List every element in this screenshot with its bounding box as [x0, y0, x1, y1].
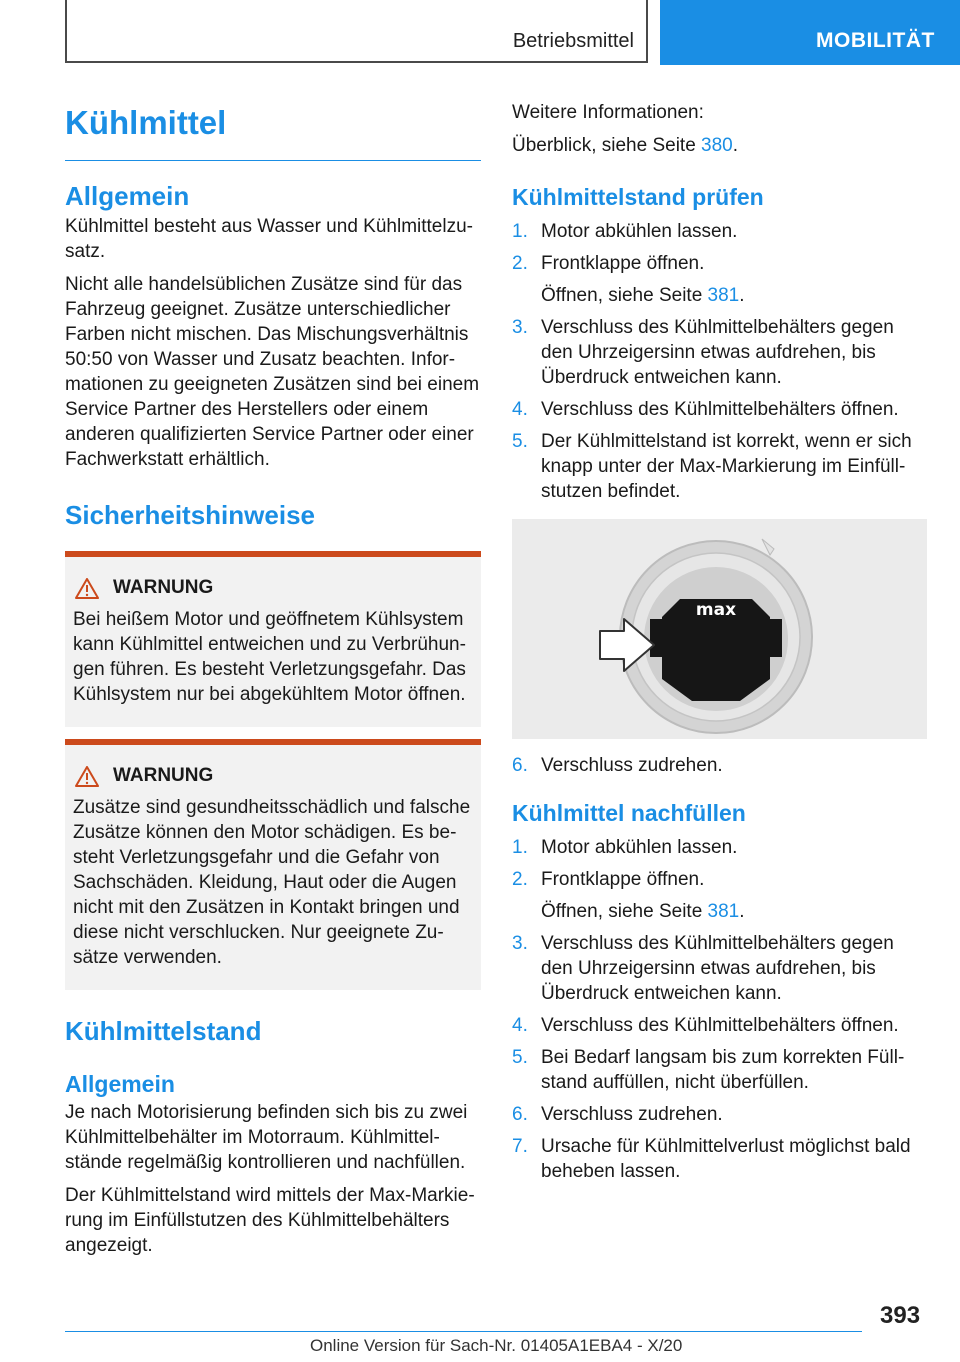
list-item: 3. Verschluss des Kühlmittelbehälters gegen den Uhrzeigersinn etwas aufdrehen, bis Überdruck entweichen kann.: [512, 317, 894, 388]
list-item: 5. Der Kühlmittelstand ist korrekt, wenn er sich knapp unter der Max-Markierung im Einfüllstutzen befindet.: [512, 431, 912, 502]
left-column: [65, 100, 481, 1258]
warning-triangle-icon: [75, 766, 99, 787]
list-item: 2. Frontklappe öffnen. Öffnen, siehe Seite 381.: [512, 869, 745, 922]
footer-divider: [65, 1331, 862, 1332]
section-allgemein-title: Allgemein: [65, 181, 190, 211]
list-item: 7. Ursache für Kühlmittelverlust möglichst bald beheben lassen.: [512, 1136, 911, 1182]
list-item: 1. Motor abkühlen lassen.: [512, 837, 738, 858]
list-item: 4. Verschluss des Kühlmittelbehälters öffnen.: [512, 399, 899, 420]
info-line: Überblick, siehe Seite 380.: [512, 135, 739, 156]
page-number: 393: [880, 1302, 921, 1329]
level-paragraph-2: Der Kühlmittelstand wird mittels der Max-Markierung im Einfüllstutzen des Kühlmittelbehälters angezeigt.: [65, 1185, 475, 1256]
header-box: [65, 0, 648, 63]
list-item: 3. Verschluss des Kühlmittelbehälters gegen den Uhrzeigersinn etwas aufdrehen, bis Überdruck entweichen kann.: [512, 933, 894, 1004]
footer-version: Online Version für Sach-Nr. 01405A1EBA4 - X/20: [310, 1336, 683, 1355]
page-link-381[interactable]: 381: [707, 901, 740, 922]
check-step-6-list: [512, 753, 924, 778]
fill-title: Kühlmittel nachfüllen: [512, 800, 746, 826]
page-link-381[interactable]: 381: [707, 285, 740, 306]
list-item: 6. Verschluss zudrehen.: [512, 1104, 723, 1125]
warning-triangle-icon: [75, 578, 99, 599]
page-link-380[interactable]: 380: [701, 135, 733, 156]
warning-label-1: WARNUNG: [113, 577, 214, 598]
page-title: Kühlmittel: [65, 100, 481, 161]
coolant-cap-illustration: [512, 519, 927, 739]
header-section: Betriebsmittel: [512, 30, 634, 52]
warning-label-2: WARNUNG: [113, 765, 214, 786]
list-item: 4. Verschluss des Kühlmittelbehälters öffnen.: [512, 1015, 899, 1036]
warning-text-1: Bei heißem Motor und geöffnetem Kühlsystem kann Kühlmittel entweichen und zu Verbrühungen führen. Es besteht Verletzungsgefahr. Das Kühlsystem nur bei abgekühltem Motor öffnen.: [73, 609, 466, 705]
list-item: 5. Bei Bedarf langsam bis zum korrekten Füllstand auffüllen, nicht überfüllen.: [512, 1047, 905, 1093]
level-allgemein-title: Allgemein: [65, 1071, 175, 1097]
figure-max-label: max: [695, 600, 737, 620]
list-item: 2. Frontklappe öffnen. Öffnen, siehe Seite 381.: [512, 253, 745, 306]
warning-text-2: Zusätze sind gesundheitsschädlich und falsche Zusätze können den Motor schädigen. Es besteht Verletzungsgefahr und die Gefahr von Sachschäden. Kleidung, Haut oder die Augen nicht mit den Zusätzen in Kontakt bringen und diese nicht verschlucken. Nur geeignete Zusätze verwenden.: [73, 797, 471, 968]
fill-steps-list: [512, 835, 924, 1184]
section-safety-title: Sicherheitshinweise: [65, 500, 315, 530]
warning-box-1: [65, 551, 481, 727]
check-title: Kühlmittelstand prüfen: [512, 184, 764, 210]
warning-box-2: [65, 739, 481, 990]
allgemein-paragraph-1: Kühlmittel besteht aus Wasser und Kühlmittelzusatz.: [65, 216, 473, 262]
header-chapter-tab: MOBILITÄT: [660, 0, 960, 65]
check-steps-list: [512, 219, 924, 504]
coolant-cap-figure: [512, 519, 927, 739]
section-level-title: Kühlmittelstand: [65, 1016, 262, 1046]
info-label: Weitere Informationen:: [512, 102, 704, 123]
level-paragraph-1: Je nach Motorisierung befinden sich bis zu zwei Kühlmittelbehälter im Motorraum. Kühlmittelstände regelmäßig kontrollieren und nachfüllen.: [65, 1102, 468, 1173]
list-item: 6. Verschluss zudrehen.: [512, 755, 723, 776]
list-item: 1. Motor abkühlen lassen.: [512, 221, 738, 242]
allgemein-paragraph-2: Nicht alle handelsüblichen Zusätze sind für das Fahrzeug geeignet. Zusätze unterschiedlicher Farben nicht mischen. Das Mischungsverhältnis 50:50 von Wasser und Zusatz beachten. Informationen zu geeigneten Zusätzen sind bei einem Service Partner des Herstellers oder einem anderen qualifizierten Service Partner oder einer Fachwerkstatt erhältlich.: [65, 274, 480, 470]
right-column: [512, 100, 924, 1191]
